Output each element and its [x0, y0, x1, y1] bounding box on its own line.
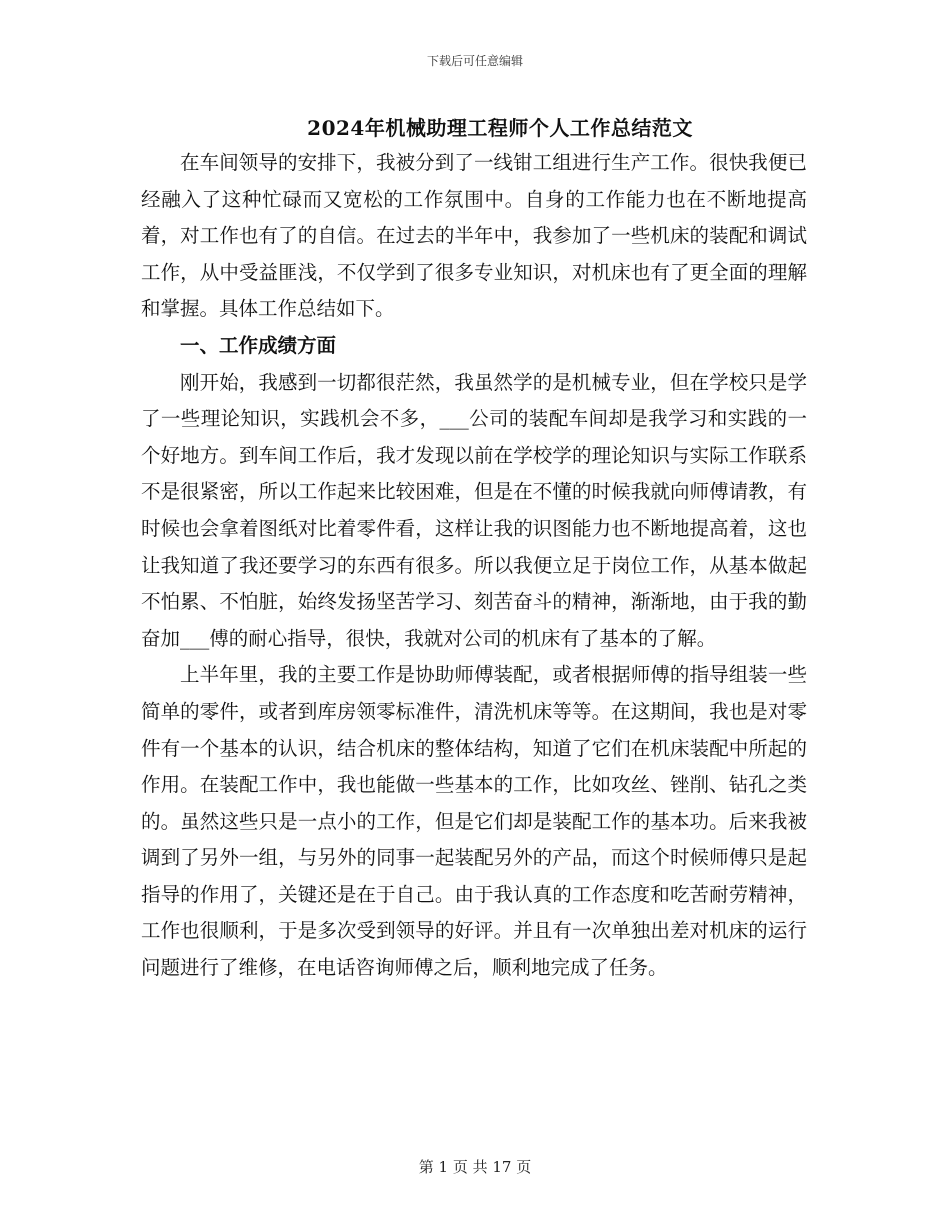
body-paragraph-2: 上半年里，我的主要工作是协助师傅装配，或者根据师傅的指导组装一些简单的零件，或者到库房领零标准件，清洗机床等等。在这期间，我也是对零件有一个基本的认识，结合机床的整体结构，知道了它们在机床装配中所起的作用。在装配工作中，我也能做一些基本的工作，比如攻丝、锉削、钻孔之类的。虽然这些只是一点小的工作，但是它们却是装配工作的基本功。后来我被调到了另外一组，与另外的同事一起装配另外的产品，而这个时候师傅只是起指导的作用了，关键还是在于自己。由于我认真的工作态度和吃苦耐劳精神，工作也很顺利，于是多次受到领导的好评。并且有一次单独出差对机床的运行问题进行了维修，在电话咨询师傅之后，顺利地完成了任务。 [141, 663, 807, 980]
intro-paragraph: 在车间领导的安排下，我被分到了一线钳工组进行生产工作。很快我便已经融入了这种忙碌而又宽松的工作氛围中。自身的工作能力也在不断地提高着，对工作也有了的自信。在过去的半年中，我参加了一些机床的装配和调试工作，从中受益匪浅，不仅学到了很多专业知识，对机床也有了更全面的理解和掌握。具体工作总结如下。 [141, 151, 807, 321]
document-title: 2024年机械助理工程师个人工作总结范文 [307, 116, 693, 140]
body-paragraph-1: 刚开始，我感到一切都很茫然，我虽然学的是机械专业，但在学校只是学了一些理论知识，实践机会不多，___公司的装配车间却是我学习和实践的一个好地方。到车间工作后，我才发现以前在学校学的理论知识与实际工作联系不是很紧密，所以工作起来比较困难，但是在不懂的时候我就向师傅请教，有时候也会拿着图纸对比着零件看，这样让我的识图能力也不断地提高着，这也让我知道了我还要学习的东西有很多。所以我便立足于岗位工作，从基本做起不怕累、不怕脏，始终发扬坚苦学习、刻苦奋斗的精神，渐渐地，由于我的勤奋加___傅的耐心指导，很快，我就对公司的机床有了基本的了解。 [141, 370, 807, 650]
header-note: 下载后可任意编辑 [426, 54, 523, 68]
page-number: 第 1 页 共 17 页 [418, 1158, 532, 1176]
document-body [141, 145, 807, 987]
section-heading: 一、工作成绩方面 [180, 333, 337, 357]
